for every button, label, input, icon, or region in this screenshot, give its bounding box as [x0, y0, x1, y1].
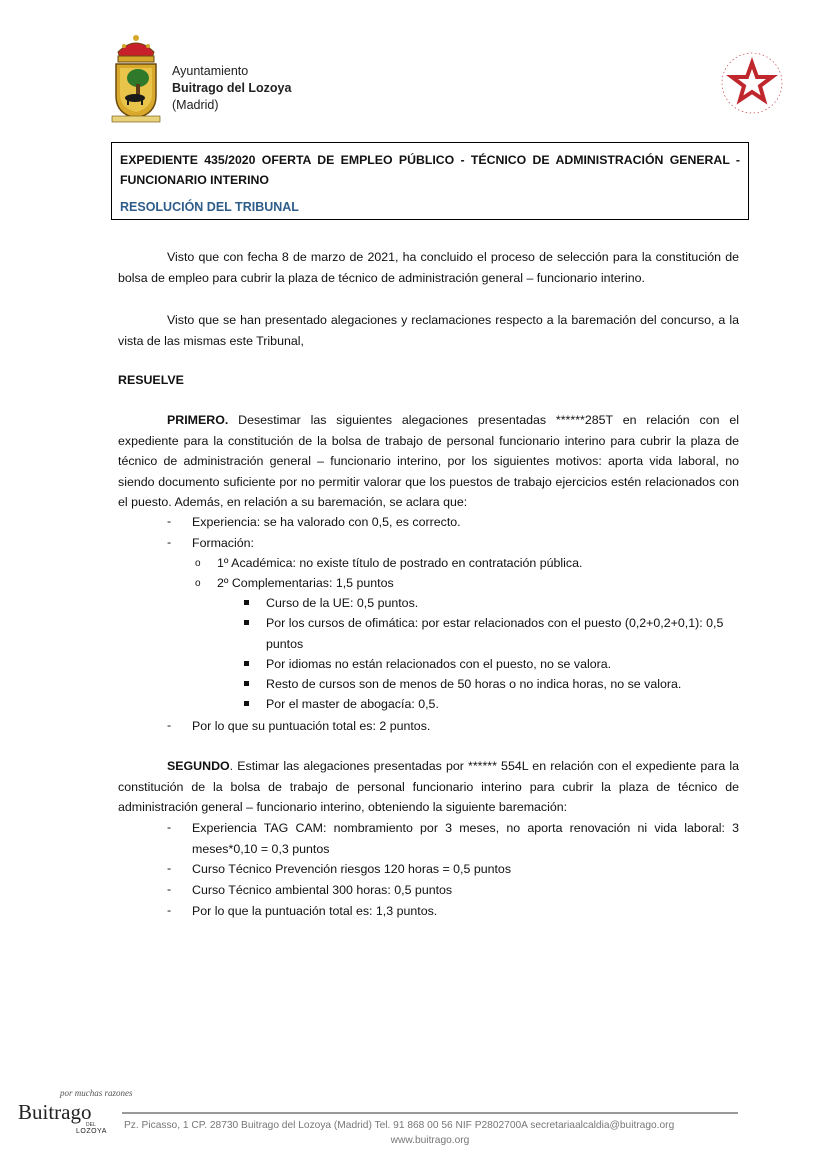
square-bullet — [244, 620, 249, 625]
logo-main: Buitrago — [18, 1100, 92, 1124]
coat-of-arms-logo — [108, 32, 164, 124]
org-name-line3: (Madrid) — [172, 98, 219, 112]
list-item: Curso Técnico Prevención riesgos 120 horas = 0,5 puntos — [192, 862, 512, 876]
list-item: Experiencia TAG CAM: nombramiento por 3 meses, no aporta renovación ni vida laboral: 3 meses*0,10 = 0,3 puntos — [192, 821, 739, 856]
dash-bullet: - — [167, 903, 172, 917]
list-item: Por lo que su puntuación total es: 2 puntos. — [192, 719, 431, 733]
square-bullet — [244, 701, 249, 706]
org-name-line2: Buitrago del Lozoya — [172, 81, 292, 95]
paragraph-1: Visto que con fecha 8 de marzo de 2021, ha concluido el proceso de selección para la constitución de bolsa de empleo para cubrir la plaza de técnico de administración general – funcionario interino. — [118, 250, 739, 285]
subsub-list-item: Resto de cursos son de menos de 50 horas o no indica horas, no se valora. — [266, 677, 682, 691]
dash-bullet: - — [167, 535, 172, 549]
villas-de-madrid-logo — [716, 47, 788, 119]
footer-website: www.buitrago.org — [390, 1135, 470, 1146]
logo-lozoya: LOZOYA — [76, 1128, 107, 1135]
expediente-title: EXPEDIENTE 435/2020 OFERTA DE EMPLEO PÚBLICO - TÉCNICO DE ADMINISTRACIÓN GENERAL - FUNCIONARIO INTERINO — [120, 153, 740, 187]
square-bullet — [244, 600, 249, 605]
subsub-list-item: Por el master de abogacía: 0,5. — [266, 697, 439, 711]
list-item: Formación: — [192, 536, 254, 550]
dash-bullet: - — [167, 861, 172, 875]
list-item: Experiencia: se ha valorado con 0,5, es correcto. — [192, 515, 461, 529]
paragraph-2: Visto que se han presentado alegaciones y reclamaciones respecto a la baremación del concurso, a la vista de las mismas este Tribunal, — [118, 313, 739, 348]
logo-del: DEL — [86, 1122, 96, 1128]
title-box — [111, 142, 749, 220]
circle-bullet: o — [195, 578, 201, 589]
dash-bullet: - — [167, 820, 172, 834]
list-item: Curso Técnico ambiental 300 horas: 0,5 puntos — [192, 883, 453, 897]
subsub-list-item: Por idiomas no están relacionados con el puesto, no se valora. — [266, 657, 612, 671]
segundo-text: . Estimar las alegaciones presentadas por ****** 554L en relación con el expediente para la constitución de la bolsa de trabajo de personal funcionario interino para cubrir la plaza de técnico de administración general – funcionario interino, obteniendo la siguiente baremación: — [118, 759, 739, 814]
dash-bullet: - — [167, 882, 172, 896]
square-bullet — [244, 661, 249, 666]
resuelve-heading: RESUELVE — [118, 373, 184, 387]
circle-bullet: o — [195, 558, 201, 569]
footer-address: Pz. Picasso, 1 CP. 28730 Buitrago del Lozoya (Madrid) Tel. 91 868 00 56 NIF P2802700A secretariaalcaldia@buitrago.org — [124, 1120, 675, 1131]
footer-divider — [122, 1112, 738, 1114]
subsub-list-item: Por los cursos de ofimática: por estar relacionados con el puesto (0,2+0,2+0,1): 0,5 puntos — [266, 616, 724, 651]
sub-list-item: 1º Académica: no existe título de postrado en contratación pública. — [217, 556, 583, 570]
primero-text: Desestimar las siguientes alegaciones presentadas ******285T en relación con el expediente para la constitución de la bolsa de trabajo de personal funcionario interino para cubrir la plaza de técnico de administración general – funcionario interino, por los siguientes motivos: aporta vida laboral, no siendo documento suficiente por no permitir valorar que los puestos de trabajo ejercicios estén relacionados con el puesto. Además, en relación a su baremación, se aclara que: — [118, 413, 739, 509]
primero-paragraph — [118, 410, 739, 513]
org-name-line1: Ayuntamiento — [172, 64, 249, 78]
logo-tagline: por muchas razones — [60, 1088, 133, 1098]
subsub-list-item: Curso de la UE: 0,5 puntos. — [266, 596, 419, 610]
segundo-paragraph — [118, 756, 739, 818]
resolucion-title: RESOLUCIÓN DEL TRIBUNAL — [120, 200, 299, 214]
dash-bullet: - — [167, 718, 172, 732]
dash-bullet: - — [167, 514, 172, 528]
primero-label: PRIMERO. — [167, 413, 229, 427]
segundo-label: SEGUNDO — [167, 759, 230, 773]
square-bullet — [244, 681, 249, 686]
sub-list-item: 2º Complementarias: 1,5 puntos — [217, 576, 394, 590]
list-item: Por lo que la puntuación total es: 1,3 puntos. — [192, 904, 438, 918]
